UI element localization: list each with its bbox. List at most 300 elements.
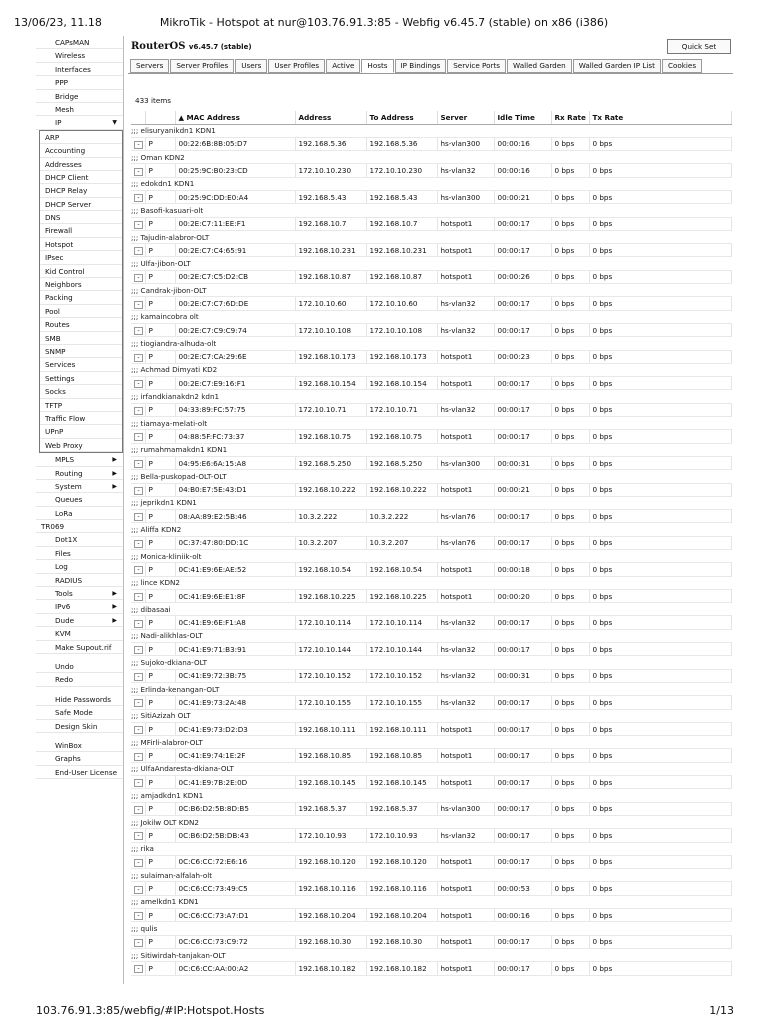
tab-cookies[interactable]: Cookies [662,59,702,73]
server: hs-vlan300 [437,802,494,815]
rx-rate: 0 bps [551,829,589,842]
sidebar-item-end-user-license[interactable] [36,766,123,779]
sidebar-item-routing[interactable] [36,467,123,480]
table-row[interactable] [131,483,731,496]
remove-row-button[interactable]: - [134,886,143,894]
sidebar-item-label: Graphs [55,754,81,764]
host-flag: P [145,377,175,390]
remove-row-button[interactable]: - [134,327,143,335]
table-row[interactable] [131,297,731,310]
server: hotspot1 [437,749,494,762]
table-row[interactable] [131,456,731,469]
menu-arrow-icon: ▼ [112,119,117,127]
remove-row-button[interactable]: - [134,141,143,149]
server: hs-vlan76 [437,536,494,549]
host-flag: P [145,909,175,922]
sidebar-item-dhcp-relay[interactable] [40,184,122,197]
sidebar-item-undo[interactable] [36,660,123,673]
host-flag: P [145,935,175,948]
remove-row-button[interactable]: - [134,753,143,761]
table-row[interactable] [131,882,731,895]
address: 10.3.2.207 [295,536,366,549]
tx-rate: 0 bps [589,563,731,576]
sidebar-item-pool[interactable] [40,305,122,318]
host-flag: P [145,802,175,815]
mac-address: 00:22:6B:8B:05:D7 [175,137,295,150]
remove-row-button[interactable]: - [134,699,143,707]
remove-row-button[interactable]: - [134,407,143,415]
sidebar-item-hotspot[interactable] [40,238,122,251]
comment-row [131,337,731,350]
rx-rate: 0 bps [551,323,589,336]
item-count: 433 items [135,96,171,105]
tx-rate: 0 bps [589,935,731,948]
sidebar-item-web-proxy[interactable] [40,439,122,452]
table-row[interactable] [131,722,731,735]
tab-service-ports[interactable]: Service Ports [447,59,506,73]
sidebar-item-neighbors[interactable] [40,278,122,291]
column-header-mac-address[interactable]: ▲ MAC Address [175,111,295,124]
host-comment: ;;; qulis [131,922,731,935]
tx-rate: 0 bps [589,909,731,922]
sidebar-item-system[interactable] [36,480,123,493]
tab-server-profiles[interactable]: Server Profiles [170,59,234,73]
tab-hosts[interactable]: Hosts [361,59,393,73]
quick-set-button[interactable]: Quick Set [667,39,731,54]
sidebar-item-dhcp-client[interactable] [40,171,122,184]
idle-time: 00:00:16 [494,164,551,177]
remove-row-button[interactable]: - [134,566,143,574]
sidebar-item-ipv6[interactable] [36,600,123,613]
host-comment: ;;; amjadkdn1 KDN1 [131,789,731,802]
server: hotspot1 [437,430,494,443]
mac-address: 0C:41:E9:6E:AE:52 [175,563,295,576]
sidebar-item-ppp[interactable] [36,76,123,89]
host-comment: ;;; Nadi-alikhlas-OLT [131,629,731,642]
menu-arrow-icon: ▶ [112,590,117,598]
sidebar-item-snmp[interactable] [40,345,122,358]
server: hs-vlan32 [437,669,494,682]
host-comment: ;;; Jokilw OLT KDN2 [131,815,731,828]
sidebar-item-label: Queues [55,495,83,505]
comment-row [131,736,731,749]
sidebar-item-bridge[interactable] [36,90,123,103]
sidebar-item-label: IPv6 [55,602,71,612]
remove-row-button[interactable]: - [134,354,143,362]
comment-row [131,603,731,616]
tx-rate: 0 bps [589,377,731,390]
row-select-cell [131,164,145,177]
host-flag: P [145,589,175,602]
remove-row-button[interactable]: - [134,912,143,920]
sidebar-item-ip[interactable] [36,116,123,129]
sidebar-item-tr069[interactable] [36,520,123,533]
column-header-server[interactable]: Server [437,111,494,124]
remove-row-button[interactable]: - [134,274,143,282]
table-row[interactable] [131,616,731,629]
sidebar-item-traffic-flow[interactable] [40,412,122,425]
to-address: 192.168.5.43 [366,190,437,203]
mac-address: 08:AA:89:E2:5B:46 [175,510,295,523]
row-select-cell [131,722,145,735]
idle-time: 00:00:16 [494,137,551,150]
menu-arrow-icon: ▶ [112,603,117,611]
column-header-rx-rate[interactable]: Rx Rate [551,111,589,124]
host-flag: P [145,669,175,682]
address: 172.10.10.155 [295,696,366,709]
sidebar-item-settings[interactable] [40,372,122,385]
tx-rate: 0 bps [589,536,731,549]
sidebar-item-label: Firewall [45,226,73,236]
sidebar-item-label: Design Skin [55,721,98,731]
remove-row-button[interactable]: - [134,779,143,787]
sidebar-item-label: TFTP [45,400,63,410]
print-title: MikroTik - Hotspot at nur@103.76.91.3:85 - Webfig v6.45.7 (stable) on x86 (i386) [159,16,609,29]
tx-rate: 0 bps [589,350,731,363]
sidebar-item-label: DNS [45,213,61,223]
server: hs-vlan76 [437,510,494,523]
host-comment: ;;; SitiAzizah OLT [131,709,731,722]
host-flag: P [145,643,175,656]
host-flag: P [145,616,175,629]
row-select-cell [131,962,145,975]
comment-row [131,895,731,908]
table-row[interactable] [131,430,731,443]
host-comment: ;;; tiogiandra-alhuda-olt [131,337,731,350]
table-row[interactable] [131,589,731,602]
sidebar-item-safe-mode[interactable] [36,706,123,719]
row-select-cell [131,855,145,868]
column-header-blank-0[interactable] [131,111,145,124]
table-row[interactable] [131,776,731,789]
sidebar-item-log[interactable] [36,560,123,573]
address: 192.168.10.231 [295,244,366,257]
table-row[interactable] [131,669,731,682]
row-select-cell [131,563,145,576]
to-address: 192.168.10.85 [366,749,437,762]
server: hotspot1 [437,909,494,922]
rx-rate: 0 bps [551,909,589,922]
table-row[interactable] [131,244,731,257]
remove-row-button[interactable]: - [134,806,143,814]
server: hotspot1 [437,377,494,390]
host-flag: P [145,749,175,762]
table-row[interactable] [131,137,731,150]
table-row[interactable] [131,749,731,762]
sidebar-item-hide-passwords[interactable] [36,693,123,706]
column-header-blank-1[interactable] [145,111,175,124]
remove-row-button[interactable]: - [134,832,143,840]
server: hotspot1 [437,483,494,496]
sidebar-item-tftp[interactable] [40,399,122,412]
host-flag: P [145,563,175,576]
idle-time: 00:00:17 [494,244,551,257]
sidebar-item-dhcp-server[interactable] [40,198,122,211]
sidebar-item-kid-control[interactable] [40,265,122,278]
sidebar-item-mpls[interactable] [36,453,123,466]
remove-row-button[interactable]: - [134,247,143,255]
sidebar-item-label: Settings [45,373,75,383]
server: hotspot1 [437,217,494,230]
sidebar-item-label: CAPsMAN [55,38,90,47]
sidebar-item-addresses[interactable] [40,158,122,171]
idle-time: 00:00:31 [494,669,551,682]
remove-row-button[interactable]: - [134,593,143,601]
sidebar-item-label: DHCP Relay [45,186,88,196]
sidebar-item-accounting[interactable] [40,144,122,157]
host-comment: ;;; irfandkianakdn2 kdn1 [131,390,731,403]
row-select-cell [131,483,145,496]
row-select-cell [131,377,145,390]
sidebar-item-label: Services [45,360,76,370]
table-row[interactable] [131,802,731,815]
to-address: 172.10.10.93 [366,829,437,842]
sidebar-item-files[interactable] [36,547,123,560]
sidebar-item-kvm[interactable] [36,627,123,640]
remove-row-button[interactable]: - [134,965,143,973]
address: 192.168.10.222 [295,483,366,496]
host-comment: ;;; MFirli-alabror-OLT [131,736,731,749]
table-row[interactable] [131,403,731,416]
routeros-logo [131,41,252,52]
idle-time: 00:00:21 [494,483,551,496]
table-row[interactable] [131,350,731,363]
address: 192.168.10.120 [295,855,366,868]
remove-row-button[interactable]: - [134,673,143,681]
server: hs-vlan32 [437,164,494,177]
host-comment: ;;; kamaincobra olt [131,310,731,323]
sidebar-item-arp[interactable] [40,131,122,144]
table-row[interactable] [131,643,731,656]
sidebar-item-label: Make Supout.rif [55,642,112,652]
address: 192.168.5.37 [295,802,366,815]
address: 192.168.10.204 [295,909,366,922]
row-select-cell [131,802,145,815]
sidebar-item-interfaces[interactable] [36,63,123,76]
remove-row-button[interactable]: - [134,221,143,229]
idle-time: 00:00:17 [494,430,551,443]
server: hs-vlan32 [437,403,494,416]
sidebar-item-label: Tools [55,589,73,599]
comment-row [131,948,731,961]
sidebar-item-services[interactable] [40,358,122,371]
server: hs-vlan32 [437,829,494,842]
tab-walled-garden-ip-list[interactable]: Walled Garden IP List [573,59,661,73]
to-address: 192.168.10.120 [366,855,437,868]
mac-address: 00:25:9C:B0:23:CD [175,164,295,177]
table-row[interactable] [131,855,731,868]
comment-row [131,177,731,190]
sidebar-item-dot1x[interactable] [36,533,123,546]
sidebar-item-socks[interactable] [40,385,122,398]
sidebar-item-upnp[interactable] [40,425,122,438]
sidebar-item-label: TR069 [41,522,65,532]
sidebar-item-routes[interactable] [40,318,122,331]
remove-row-button[interactable]: - [134,380,143,388]
tab-ip-bindings[interactable]: IP Bindings [395,59,447,73]
table-row[interactable] [131,377,731,390]
column-header-to-address[interactable]: To Address [366,111,437,124]
tab-user-profiles[interactable]: User Profiles [268,59,325,73]
mac-address: 00:2E:C7:C7:6D:DE [175,297,295,310]
remove-row-button[interactable]: - [134,646,143,654]
comment-row [131,709,731,722]
host-flag: P [145,696,175,709]
sidebar-item-design-skin[interactable] [36,720,123,733]
address: 192.168.10.145 [295,776,366,789]
host-comment: ;;; rumahmamakdn1 KDN1 [131,443,731,456]
address: 192.168.10.111 [295,722,366,735]
sidebar-item-dude[interactable] [36,614,123,627]
host-flag: P [145,722,175,735]
mac-address: 0C:41:E9:73:D2:D3 [175,722,295,735]
to-address: 172.10.10.108 [366,323,437,336]
sidebar-item-graphs[interactable] [36,752,123,765]
tab-servers[interactable]: Servers [130,59,169,73]
tx-rate: 0 bps [589,749,731,762]
remove-row-button[interactable]: - [134,513,143,521]
address: 10.3.2.222 [295,510,366,523]
address: 192.168.10.75 [295,430,366,443]
sidebar-item-capsman[interactable] [36,36,123,49]
sidebar-item-smb[interactable] [40,332,122,345]
sidebar-item-label: Traffic Flow [45,413,86,423]
table-row[interactable] [131,270,731,283]
host-comment: ;;; Bella-puskopad-OLT-OLT [131,470,731,483]
column-header-tx-rate[interactable]: Tx Rate [589,111,731,124]
comment-row [131,789,731,802]
mac-address: 00:2E:C7:11:EE:F1 [175,217,295,230]
sidebar-item-winbox[interactable] [36,739,123,752]
host-flag: P [145,244,175,257]
remove-row-button[interactable]: - [134,168,143,176]
rx-rate: 0 bps [551,217,589,230]
remove-row-button[interactable]: - [134,460,143,468]
host-flag: P [145,776,175,789]
to-address: 192.168.10.225 [366,589,437,602]
rx-rate: 0 bps [551,430,589,443]
table-row[interactable] [131,696,731,709]
sidebar-item-wireless[interactable] [36,49,123,62]
remove-row-button[interactable]: - [134,859,143,867]
rx-rate: 0 bps [551,696,589,709]
rx-rate: 0 bps [551,855,589,868]
sidebar-item-label: Interfaces [55,64,91,74]
tx-rate: 0 bps [589,483,731,496]
rx-rate: 0 bps [551,483,589,496]
host-flag: P [145,483,175,496]
tx-rate: 0 bps [589,589,731,602]
remove-row-button[interactable]: - [134,433,143,441]
table-row[interactable] [131,510,731,523]
sidebar-item-label: ARP [45,132,60,142]
table-row[interactable] [131,323,731,336]
idle-time: 00:00:17 [494,776,551,789]
tab-users[interactable]: Users [235,59,267,73]
sidebar-item-label: PPP [55,78,69,88]
tx-rate: 0 bps [589,829,731,842]
column-header-idle-time[interactable]: Idle Time [494,111,551,124]
server: hotspot1 [437,855,494,868]
sidebar-item-dns[interactable] [40,211,122,224]
table-row[interactable] [131,536,731,549]
idle-time: 00:00:17 [494,962,551,975]
tx-rate: 0 bps [589,137,731,150]
sidebar-item-radius[interactable] [36,574,123,587]
table-row[interactable] [131,829,731,842]
sidebar-item-redo[interactable] [36,673,123,686]
remove-row-button[interactable]: - [134,301,143,309]
remove-row-button[interactable]: - [134,487,143,495]
host-comment: ;;; sulaiman-alfalah-olt [131,869,731,882]
remove-row-button[interactable]: - [134,194,143,202]
sidebar-item-make-supout-rif[interactable] [36,641,123,654]
table-row[interactable] [131,190,731,203]
comment-row [131,656,731,669]
column-header-address[interactable]: Address [295,111,366,124]
rx-rate: 0 bps [551,137,589,150]
sidebar-item-queues[interactable] [36,493,123,506]
rx-rate: 0 bps [551,536,589,549]
sidebar-item-packing[interactable] [40,291,122,304]
tx-rate: 0 bps [589,855,731,868]
sidebar-item-label: Mesh [55,104,74,114]
sidebar-item-label: Bridge [55,91,79,101]
table-row[interactable] [131,909,731,922]
table-row[interactable] [131,217,731,230]
sidebar-item-ipsec[interactable] [40,251,122,264]
address: 192.168.10.116 [295,882,366,895]
table-row[interactable] [131,935,731,948]
remove-row-button[interactable]: - [134,540,143,548]
remove-row-button[interactable]: - [134,726,143,734]
tab-active[interactable]: Active [326,59,360,73]
sidebar-item-firewall[interactable] [40,224,122,237]
comment-row [131,922,731,935]
idle-time: 00:00:53 [494,882,551,895]
address: 192.168.10.85 [295,749,366,762]
table-row[interactable] [131,962,731,975]
tx-rate: 0 bps [589,510,731,523]
comment-row [131,869,731,882]
host-flag: P [145,962,175,975]
host-flag: P [145,403,175,416]
to-address: 192.168.5.250 [366,456,437,469]
sidebar-item-tools[interactable] [36,587,123,600]
server: hotspot1 [437,563,494,576]
host-flag: P [145,536,175,549]
row-select-cell [131,510,145,523]
mac-address: 00:2E:C7:C5:D2:CB [175,270,295,283]
server: hs-vlan32 [437,323,494,336]
tab-walled-garden[interactable]: Walled Garden [507,59,572,73]
row-select-cell [131,935,145,948]
sidebar-item-lora[interactable] [36,507,123,520]
tx-rate: 0 bps [589,616,731,629]
table-row[interactable] [131,563,731,576]
row-select-cell [131,297,145,310]
to-address: 172.10.10.60 [366,297,437,310]
comment-row [131,550,731,563]
sidebar-item-label: Addresses [45,159,82,169]
remove-row-button[interactable]: - [134,939,143,947]
rx-rate: 0 bps [551,190,589,203]
table-row[interactable] [131,164,731,177]
mac-address: 04:33:89:FC:57:75 [175,403,295,416]
remove-row-button[interactable]: - [134,620,143,628]
sidebar-item-mesh[interactable] [36,103,123,116]
tx-rate: 0 bps [589,669,731,682]
